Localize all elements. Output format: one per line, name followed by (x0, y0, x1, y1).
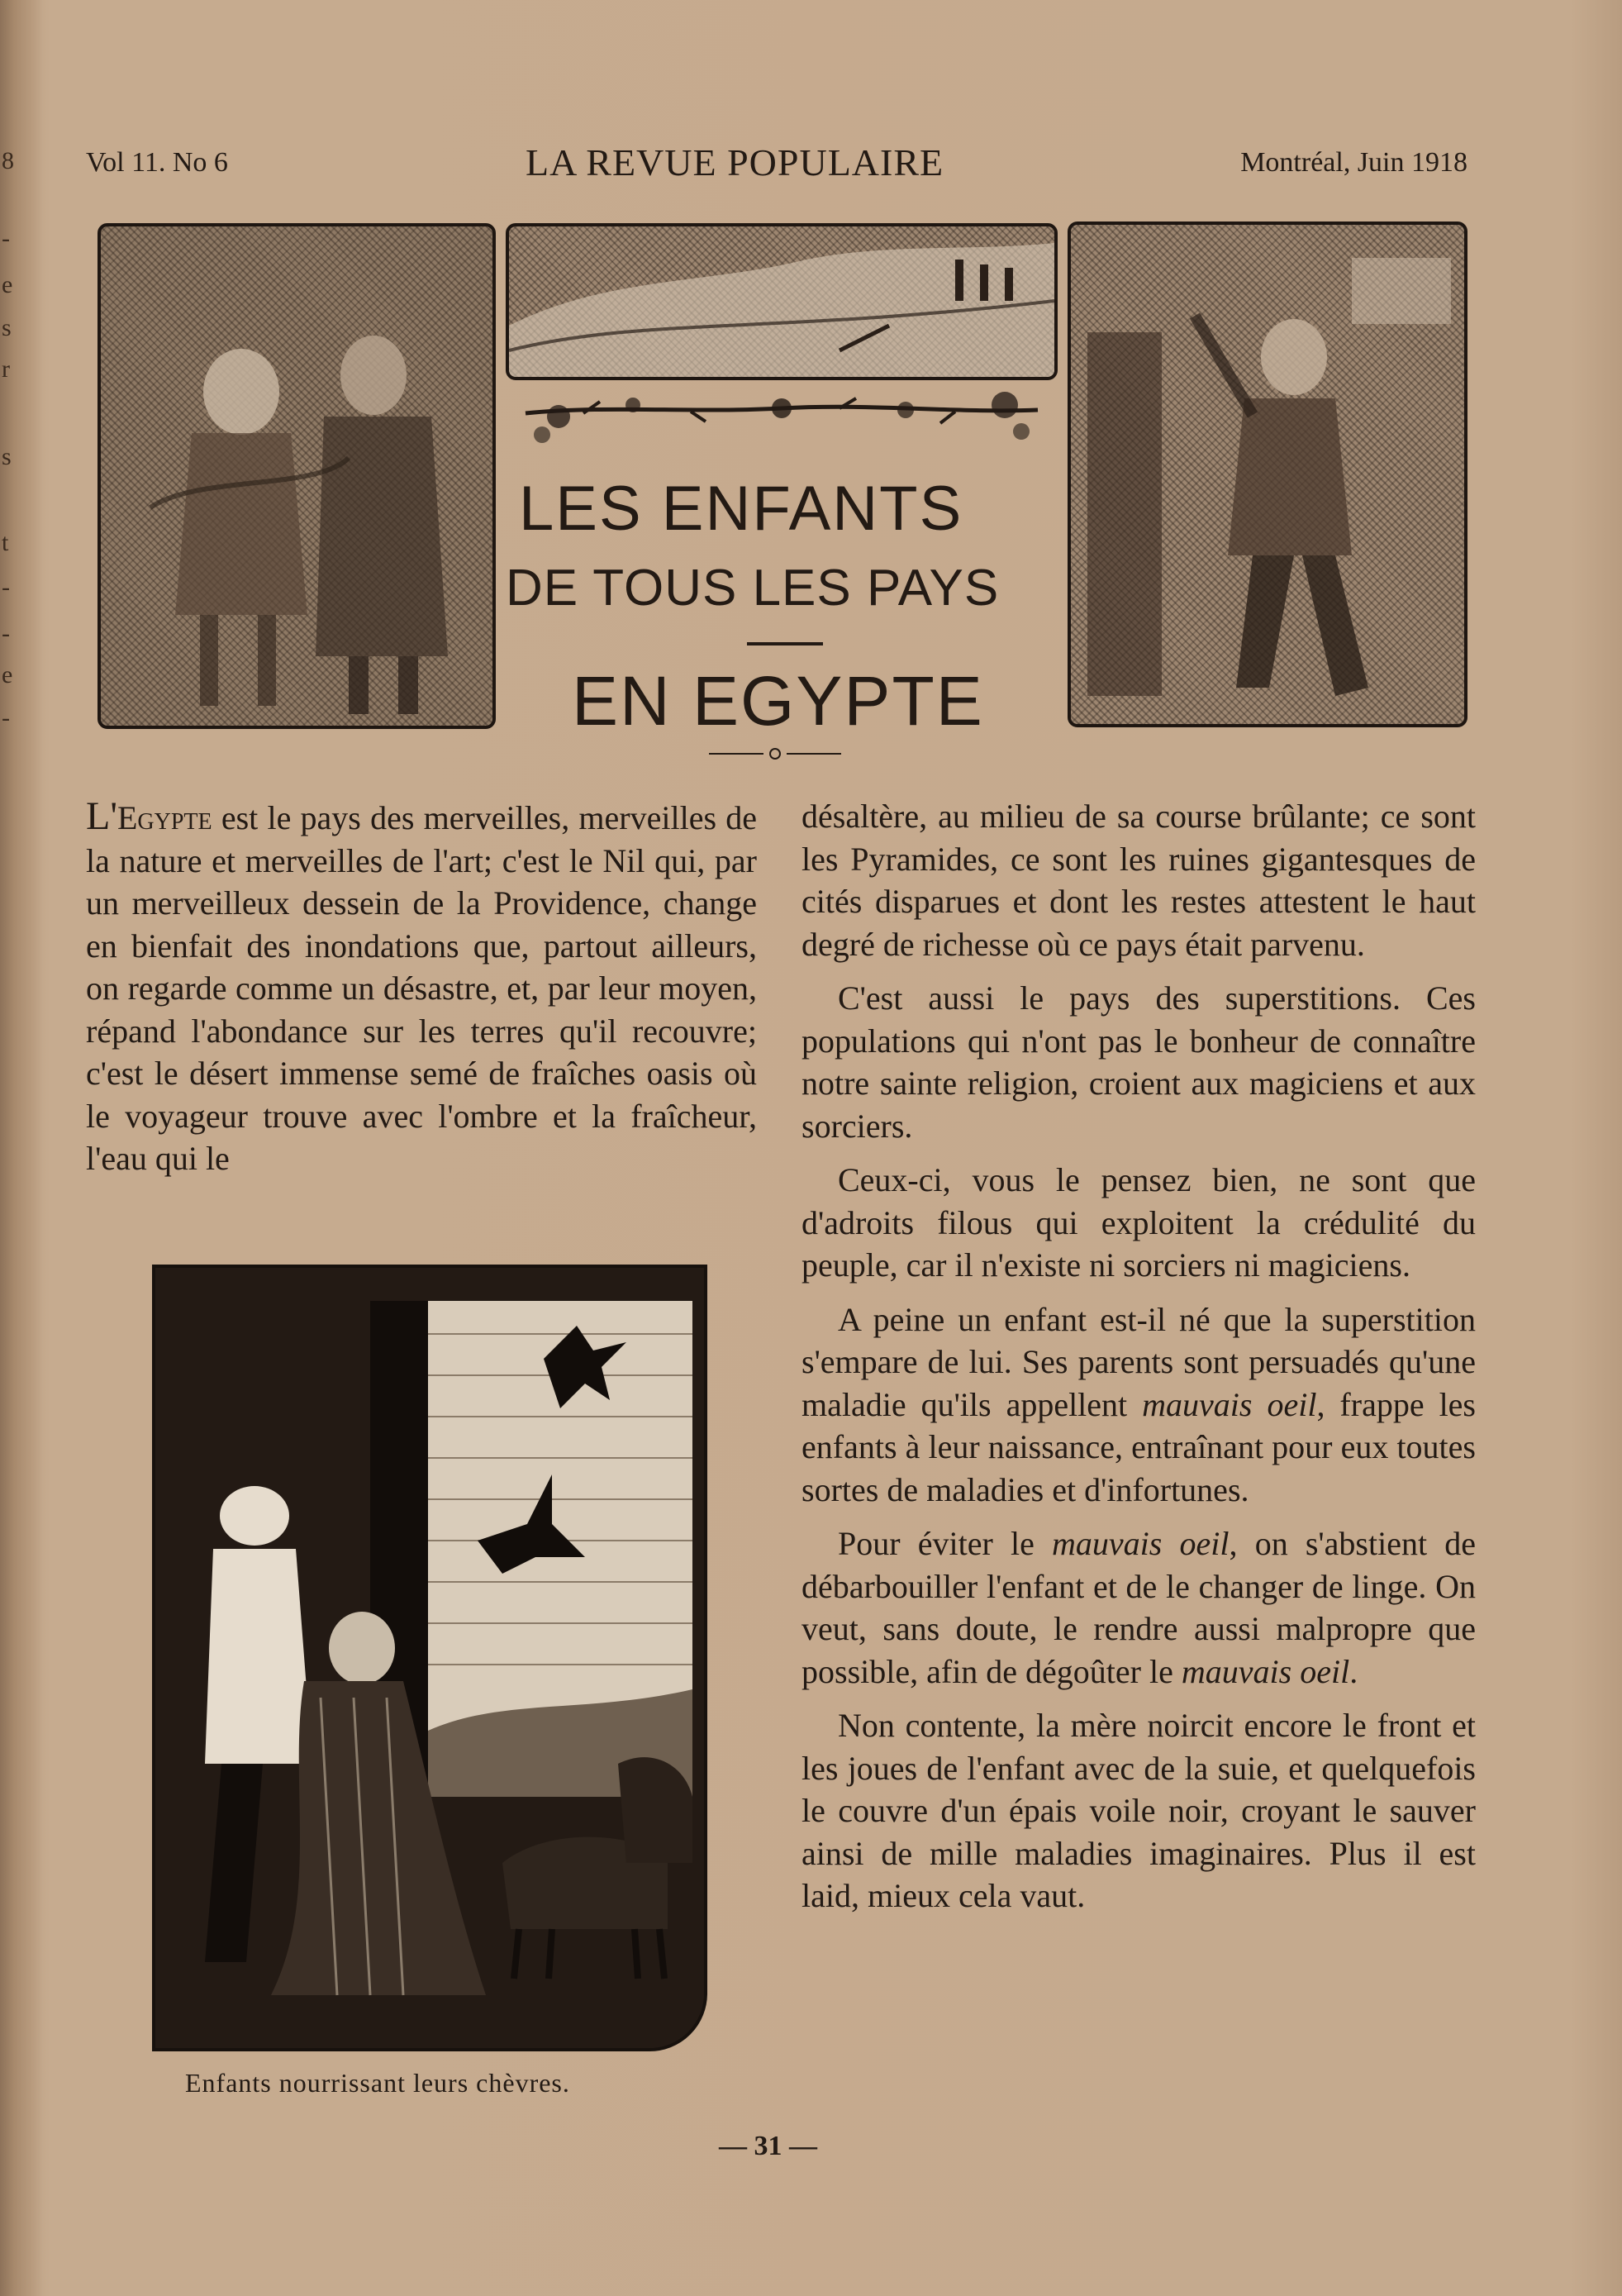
edge-letter: - (2, 225, 10, 252)
title-line-2: DE TOUS LES PAYS (506, 560, 1000, 617)
text-run: , frappe les enfants à leur naissance, entraînant pour eux toutes sortes de maladies et d'infortunes. (801, 1385, 1476, 1508)
running-header (86, 141, 1467, 190)
italic-term: mauvais oeil (1181, 1652, 1350, 1690)
paragraph (801, 1522, 1476, 1693)
initial-letter: L' (86, 794, 117, 838)
title-rule (747, 642, 823, 645)
text-column-right (801, 795, 1476, 1917)
title-line-1: LES ENFANTS (519, 474, 963, 544)
paragraph (86, 795, 757, 1180)
engraving-children-feeding-goats (152, 1265, 707, 2051)
text-run: Pour éviter le (838, 1525, 1053, 1562)
photo-winter-landscape (506, 223, 1058, 380)
paragraph-text: est le pays des merveilles, merveilles de la nature et merveilles de l'art; c'est le Nil qui, par un merveilleux dessein de la Providence, change en bienfait des inondations que, partout ailleurs, on regarde comme un désastre, et, par leur moyen, répand l'abondance sur les terres qu'il recouvre; c'est le désert immense semé de fraîches oasis où le voyageur trouve avec l'ombre et la fraîcheur, l'eau qui le (86, 799, 757, 1177)
floral-ornament (509, 380, 1054, 455)
edge-letter: e (2, 661, 13, 688)
paragraph: Ceux-ci, vous le pensez bien, ne sont que d'adroits filous qui exploitent la crédulité du peuple, car il n'existe ni sorciers ni magiciens. (801, 1161, 1476, 1284)
edge-letter: s (2, 443, 12, 470)
italic-term: mauvais oeil (1142, 1385, 1317, 1423)
text-run: A peine un enfant est-il né que la superstition s'empare de lui. Ses parents sont persuadés qu'une maladie qu'ils appellent (801, 1300, 1476, 1423)
edge-letter: e (2, 271, 13, 298)
edge-letter: - (2, 620, 10, 647)
italic-term: mauvais oeil (1052, 1525, 1230, 1562)
section-divider (709, 744, 841, 764)
text-column-left (86, 795, 757, 1180)
title-line-3: EN EGYPTE (572, 662, 984, 740)
photo-children-playing (98, 223, 496, 729)
small-caps-word: Egypte (117, 799, 212, 836)
volume-number: Vol 11. No 6 (86, 147, 228, 178)
illustration-caption: Enfants nourrissant leurs chèvres. (185, 2068, 570, 2098)
page-number: — 31 — (719, 2131, 817, 2161)
edge-letter: - (2, 574, 10, 601)
place-date: Montréal, Juin 1918 (1240, 147, 1467, 178)
text-run: , on s'abstient de débarbouiller l'enfant et de le changer de linge. On veut, sans doute, le rendre aussi malpropre que possible, afin de dégoûter le (801, 1525, 1476, 1690)
text-run: . (1349, 1652, 1358, 1690)
paragraph (801, 1298, 1476, 1512)
edge-letter: r (2, 355, 10, 383)
edge-letter: 8 (2, 147, 14, 174)
photo-boy (1068, 222, 1467, 727)
edge-letter: s (2, 314, 12, 341)
page-binding-edge (0, 0, 43, 2296)
edge-letter: t (2, 529, 9, 556)
paragraph: désaltère, au milieu de sa course brûlante; ce sont les Pyramides, ce sont les ruines gigantesques de cités disparues et dont les restes attestent le haut degré de richesse où ce pays était parvenu. (801, 798, 1476, 963)
publication-name: LA REVUE POPULAIRE (526, 141, 944, 183)
edge-letter: - (2, 704, 10, 731)
paragraph: Non contente, la mère noircit encore le front et les joues de l'enfant avec de la suie, et quelquefois le couvre d'un épais voile noir, croyant le sauver ainsi de mille maladies imaginaires. Plus il est laid, mieux cela vaut. (801, 1707, 1476, 1914)
paragraph: C'est aussi le pays des superstitions. Ces populations qui n'ont pas le bonheur de connaître notre sainte religion, croient aux magiciens et aux sorciers. (801, 979, 1476, 1145)
